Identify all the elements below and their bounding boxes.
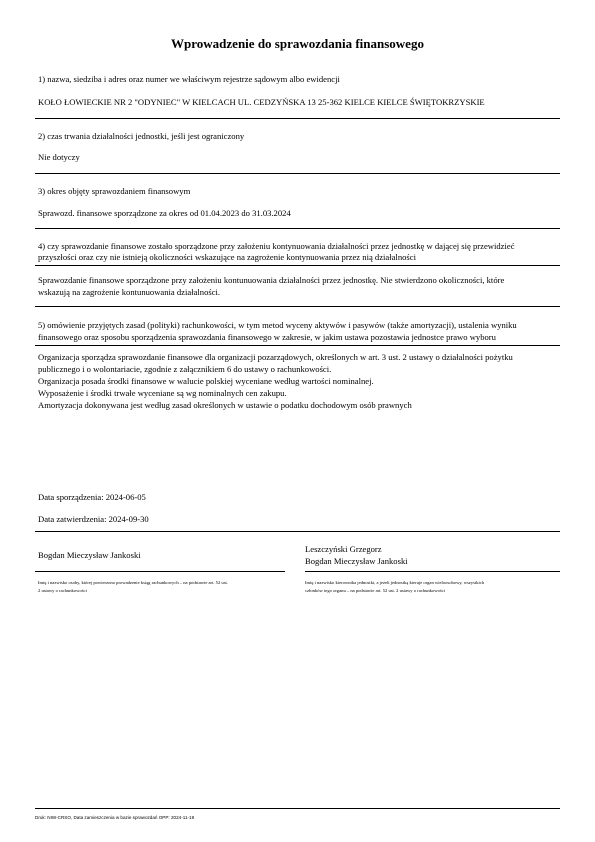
bookkeeper-caption-line-2: 2 ustawy o rachunkowości xyxy=(38,588,87,593)
section-2-answer: Nie dotyczy xyxy=(38,152,80,162)
section-4-question-line-1: 4) czy sprawozdanie finansowe zostało sporządzone przy założeniu kontynuowania działalności przez jednostkę w dającej się przewidzieć xyxy=(38,241,515,251)
manager-name-1: Leszczyński Grzegorz xyxy=(305,544,382,554)
section-5-answer-line: Organizacja posada środki finansowe w walucie polskiej wyceniane według wartości nominalnej. xyxy=(38,376,374,386)
preparation-date: Data sporządzenia: 2024-06-05 xyxy=(38,492,146,502)
section-3-answer: Sprawozd. finansowe sporządzone za okres od 01.04.2023 do 31.03.2024 xyxy=(38,208,291,218)
section-4-answer-line-1: Sprawozdanie finansowe sporządzone przy założeniu kontunuowania działalności przez jednostkę. Nie stwierdzono okoliczności, które xyxy=(38,275,505,285)
section-5-answer-line: publicznego i o wolontariacie, zgodnie z załącznikiem 6 do ustawy o rachunkowości. xyxy=(38,364,332,374)
section-divider xyxy=(35,265,560,266)
footer-divider xyxy=(35,808,560,809)
bookkeeper-name: Bogdan Mieczysław Jankoski xyxy=(38,550,141,560)
section-4-answer-line-2: wskazują na zagrożenie kontunuowania działalności. xyxy=(38,287,221,297)
section-5-answer-line: Wyposażenie i środki trwałe wyceniane są wg nominalnych cen zakupu. xyxy=(38,388,287,398)
section-divider xyxy=(35,118,560,119)
bookkeeper-signature-line xyxy=(35,571,285,572)
section-4-question-line-2: przyszłości oraz czy nie istnieją okoliczności wskazujące na zagrożenie kontynuowania przez nią działalności xyxy=(38,252,416,262)
section-5-answer-line: Organizacja sporządza sprawozdanie finansowe dla organizacji pozarządowych, określonych w art. 3 ust. 2 ustawy o działalności pożytku xyxy=(38,352,513,362)
section-5-answer-line: Amortyzacja dokonywana jest według zasad określonych w ustawie o podatku dochodowym osób prawnych xyxy=(38,400,412,410)
page-title: Wprowadzenie do sprawozdania finansowego xyxy=(171,36,424,51)
section-divider xyxy=(35,228,560,229)
section-3-question: 3) okres objęty sprawozdaniem finansowym xyxy=(38,186,191,196)
section-1-question: 1) nazwa, siedziba i adres oraz numer we właściwym rejestrze sądowym albo ewidencji xyxy=(38,74,340,84)
section-divider xyxy=(35,531,560,532)
manager-signature-line xyxy=(305,571,560,572)
manager-caption-line-1: Imię i nazwisko kierownika jednostki, a jeżeli jednostką kieruje organ wieloosobowy, wszystkich xyxy=(305,580,485,585)
footer-text: Druk: NIW-CRSO, Data zamieszczenia w bazie sprawozdań OPP: 2024-11-19 xyxy=(35,815,195,820)
section-1-answer: KOŁO ŁOWIECKIE NR 2 "ODYNIEC" W KIELCACH UL. CEDZYŃSKA 13 25-362 KIELCE KIELCE ŚWIĘTOKRZYSKIE xyxy=(38,97,485,107)
section-5-question-line-1: 5) omówienie przyjętych zasad (polityki) rachunkowości, w tym metod wyceny aktywów i pasywów (także amortyzacji), ustalenia wyniku xyxy=(38,320,517,330)
section-5-question-line-2: finansowego oraz sposobu sporządzenia sprawozdania finansowego w zakresie, w jakim ustawa pozostawia jednostce prawo wyboru xyxy=(38,332,496,342)
approval-date: Data zatwierdzenia: 2024-09-30 xyxy=(38,514,149,524)
manager-caption-line-2: członków tego organu – na podstawie art. 52 ust. 2 ustawy o rachunkowości xyxy=(305,588,445,593)
section-divider xyxy=(35,345,560,346)
manager-name-2: Bogdan Mieczysław Jankoski xyxy=(305,556,408,566)
bookkeeper-caption-line-1: Imię i nazwisko osoby, której powierzono prowadzenie ksiąg rachunkowych – na podstawie art. 52 ust. xyxy=(38,580,228,585)
section-2-question: 2) czas trwania działalności jednostki, jeśli jest ograniczony xyxy=(38,131,245,141)
section-divider xyxy=(35,173,560,174)
section-divider xyxy=(35,306,560,307)
